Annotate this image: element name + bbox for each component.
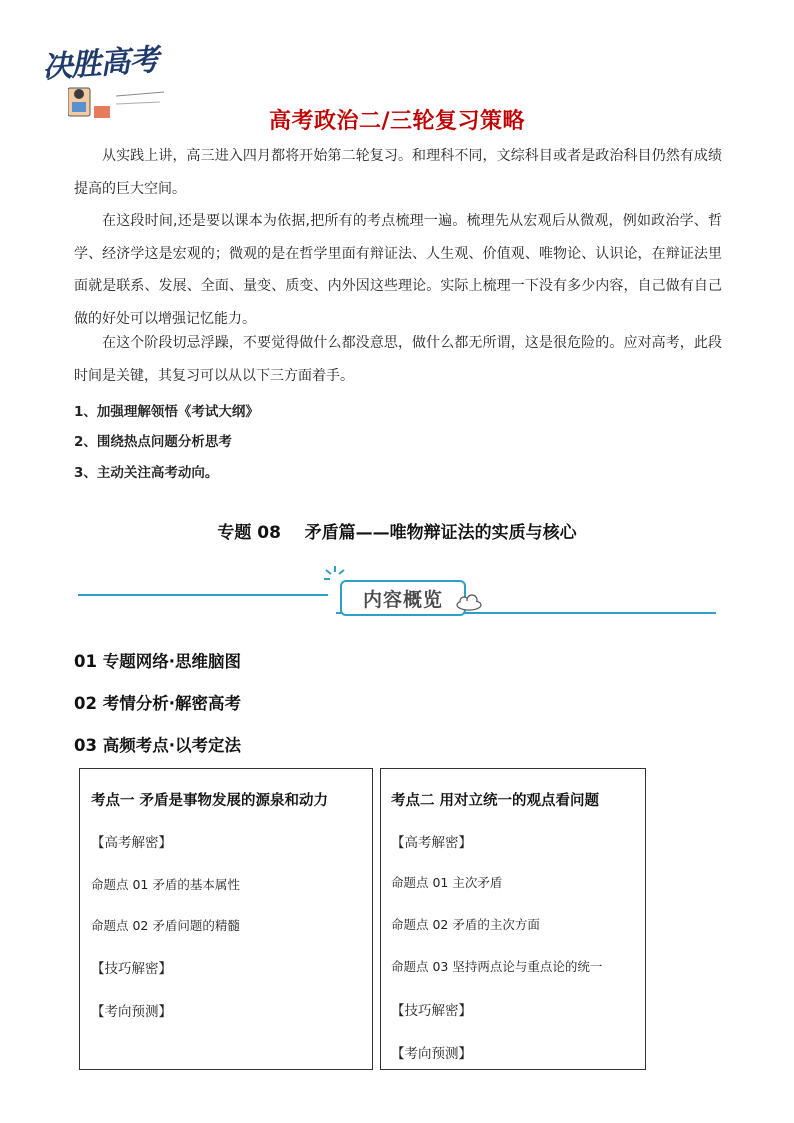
topic-title: 专题 08 矛盾篇——唯物辩证法的实质与核心 bbox=[217, 523, 577, 543]
list-item: 1、加强理解领悟《考试大纲》 bbox=[74, 404, 259, 420]
intro-paragraph-2: 在这段时间,还是要以课本为依据,把所有的考点梳理一遍。梳理先从宏观后从微观，例如政治学、哲学、经济学这是宏观的；微观的是在哲学里面有辩证法、人生观、价值观、唯物论、认识论，在辩证法里面就是联系、发展、全面、量变、质变、内外因这些理论。实际上梳理一下没有多少内容，自己做有自己做的好处可以增强记忆能力。 bbox=[74, 213, 722, 327]
kaodian-card-1 bbox=[79, 768, 373, 1070]
jiqiao-jiemi-label: 【技巧解密】 bbox=[91, 961, 172, 977]
document-title: 高考政治二/三轮复习策略 bbox=[268, 109, 526, 134]
mingtidian-item: 命题点 01 矛盾的基本属性 bbox=[91, 877, 240, 892]
mingtidian-item: 命题点 02 矛盾的主次方面 bbox=[391, 917, 540, 932]
overview-banner bbox=[78, 562, 718, 622]
overview-label-box bbox=[340, 580, 466, 616]
section-heading: 01 专题网络·思维脑图 bbox=[74, 652, 241, 671]
gaokao-jiemi-label: 【高考解密】 bbox=[391, 835, 472, 851]
kaoxiang-yuce-label: 【考向预测】 bbox=[91, 1004, 172, 1020]
cloud-icon bbox=[454, 592, 484, 612]
logo-text: 决胜高考 bbox=[41, 42, 160, 86]
kaoxiang-yuce-label: 【考向预测】 bbox=[391, 1046, 472, 1062]
kaodian-title: 考点二 用对立统一的观点看问题 bbox=[391, 793, 600, 809]
mingtidian-item: 命题点 03 坚持两点论与重点论的统一 bbox=[391, 959, 603, 974]
kaodian-card-2 bbox=[380, 768, 646, 1070]
mingtidian-item: 命题点 01 主次矛盾 bbox=[391, 875, 503, 890]
list-item: 2、围绕热点问题分析思考 bbox=[74, 434, 232, 450]
mingtidian-item: 命题点 02 矛盾问题的精髓 bbox=[91, 918, 240, 933]
intro-paragraph-1: 从实践上讲，高三进入四月都将开始第二轮复习。和理科不同，文综科目或者是政治科目仍然有成绩提高的巨大空间。 bbox=[74, 148, 722, 197]
section-heading: 02 考情分析·解密高考 bbox=[74, 694, 241, 713]
section-heading: 03 高频考点·以考定法 bbox=[74, 736, 241, 755]
list-item: 3、主动关注高考动向。 bbox=[74, 465, 219, 481]
intro-paragraph-3: 在这个阶段切忌浮躁，不要觉得做什么都没意思，做什么都无所谓，这是很危险的。应对高考，此段时间是关键，其复习可以从以下三方面着手。 bbox=[74, 335, 722, 384]
overview-label: 内容概览 bbox=[362, 589, 443, 611]
gaokao-jiemi-label: 【高考解密】 bbox=[91, 835, 172, 851]
kaodian-title: 考点一 矛盾是事物发展的源泉和动力 bbox=[91, 793, 329, 809]
divider bbox=[78, 594, 328, 596]
jiqiao-jiemi-label: 【技巧解密】 bbox=[391, 1003, 472, 1019]
